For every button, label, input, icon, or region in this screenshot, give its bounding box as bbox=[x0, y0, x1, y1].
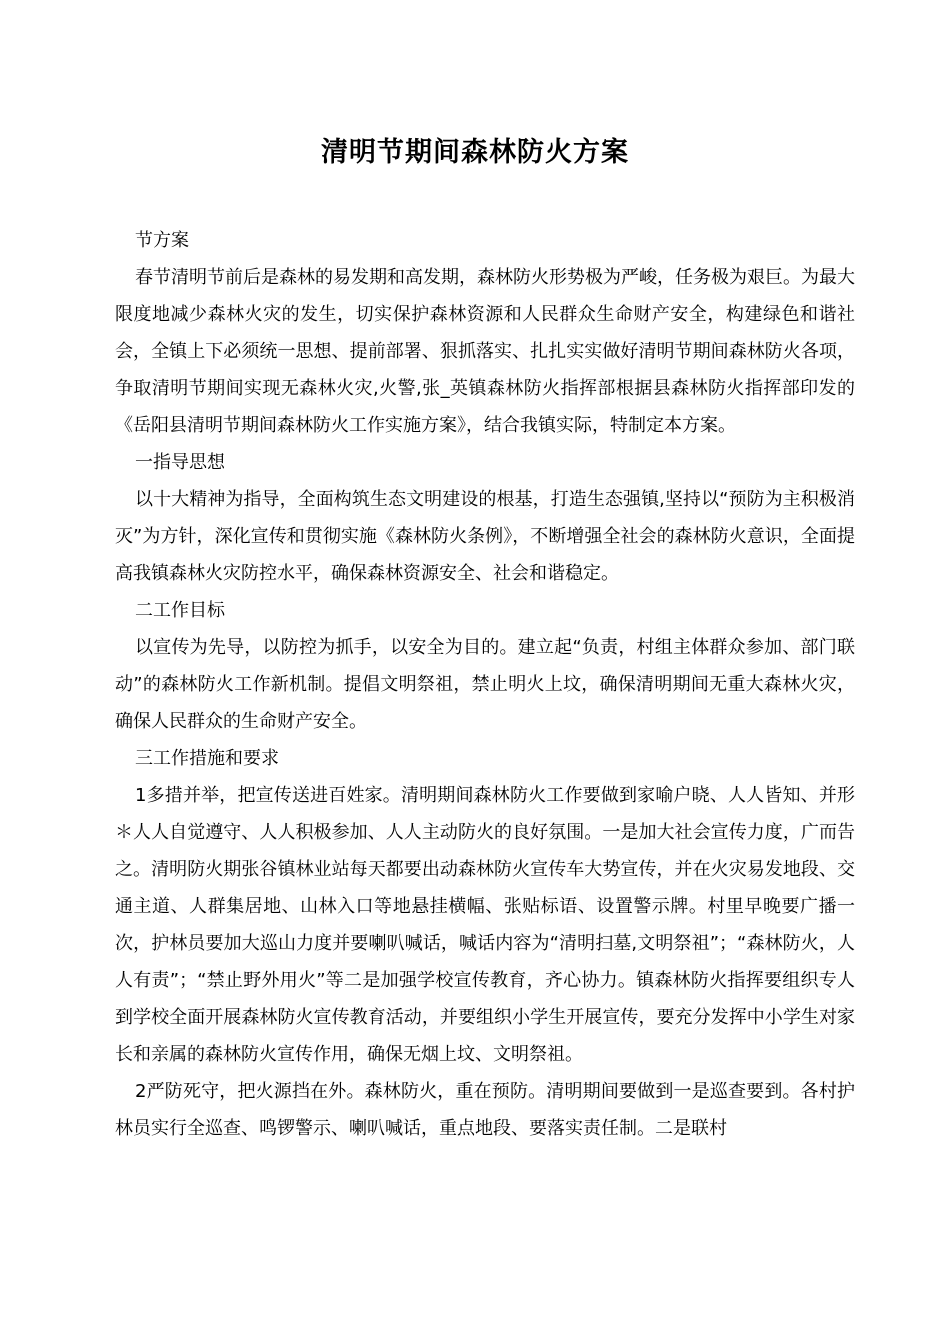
section-heading-guiding-ideology: 一指导思想 bbox=[135, 452, 225, 473]
paragraph-measure-2: 2严防死守，把火源挡在外。森林防火，重在预防。清明期间要做到一是巡查要到。各村护林员实行全巡查、鸣锣警示、喇叭喊话，重点地段、要落实责任制。二是联村 bbox=[115, 1081, 855, 1139]
paragraph-measure-1: 1多措并举，把宣传送进百姓家。清明期间森林防火工作要做到家喻户晓、人人皆知、并形＊人人自觉遵守、人人积极参加、人人主动防火的良好氛围。一是加大社会宣传力度，广而告之。清明防火期张谷镇林业站每天都要出动森林防火宣传车大势宣传，并在火灾易发地段、交通主道、人群集居地、山林入口等地悬挂横幅、张贴标语、设置警示牌。村里早晚要广播一次，护林员要加大巡山力度并要喇叭喊话，喊话内容为“清明扫墓,文明祭祖”；“森林防火，人人有责”；“禁止野外用火”等二是加强学校宣传教育，齐心协力。镇森林防火指挥要组织专人到学校全面开展森林防火宣传教育活动，并要组织小学生开展宣传，要充分发挥中小学生对家长和亲属的森林防火宣传作用，确保无烟上坟、文明祭祖。 bbox=[115, 785, 855, 1065]
paragraph-guiding-ideology: 以十大精神为指导，全面构筑生态文明建设的根基，打造生态强镇,坚持以“预防为主积极消灭”为方针，深化宣传和贯彻实施《森林防火条例》，不断增强全社会的森林防火意识，全面提高我镇森林火灾防控水平，确保森林资源安全、社会和谐稳定。 bbox=[115, 489, 855, 584]
section-heading-work-goals: 二工作目标 bbox=[135, 600, 225, 621]
document-title: 清明节期间森林防火方案 bbox=[321, 137, 629, 168]
document-body bbox=[115, 222, 855, 1147]
paragraph-work-goals: 以宣传为先导，以防控为抓手，以安全为目的。建立起“负责，村组主体群众参加、部门联动”的森林防火工作新机制。提倡文明祭祖，禁止明火上坟，确保清明期间无重大森林火灾，确保人民群众的生命财产安全。 bbox=[115, 637, 855, 732]
paragraph-heading-plan: 节方案 bbox=[135, 230, 189, 251]
paragraph-introduction: 春节清明节前后是森林的易发期和高发期，森林防火形势极为严峻，任务极为艰巨。为最大限度地减少森林火灾的发生，切实保护森林资源和人民群众生命财产安全，构建绿色和谐社会，全镇上下必须统一思想、提前部署、狠抓落实、扎扎实实做好清明节期间森林防火各项，争取清明节期间实现无森林火灾,火警,张_英镇森林防火指挥部根据县森林防火指挥部印发的《岳阳县清明节期间森林防火工作实施方案》，结合我镇实际，特制定本方案。 bbox=[115, 267, 855, 436]
section-heading-measures: 三工作措施和要求 bbox=[135, 748, 279, 769]
